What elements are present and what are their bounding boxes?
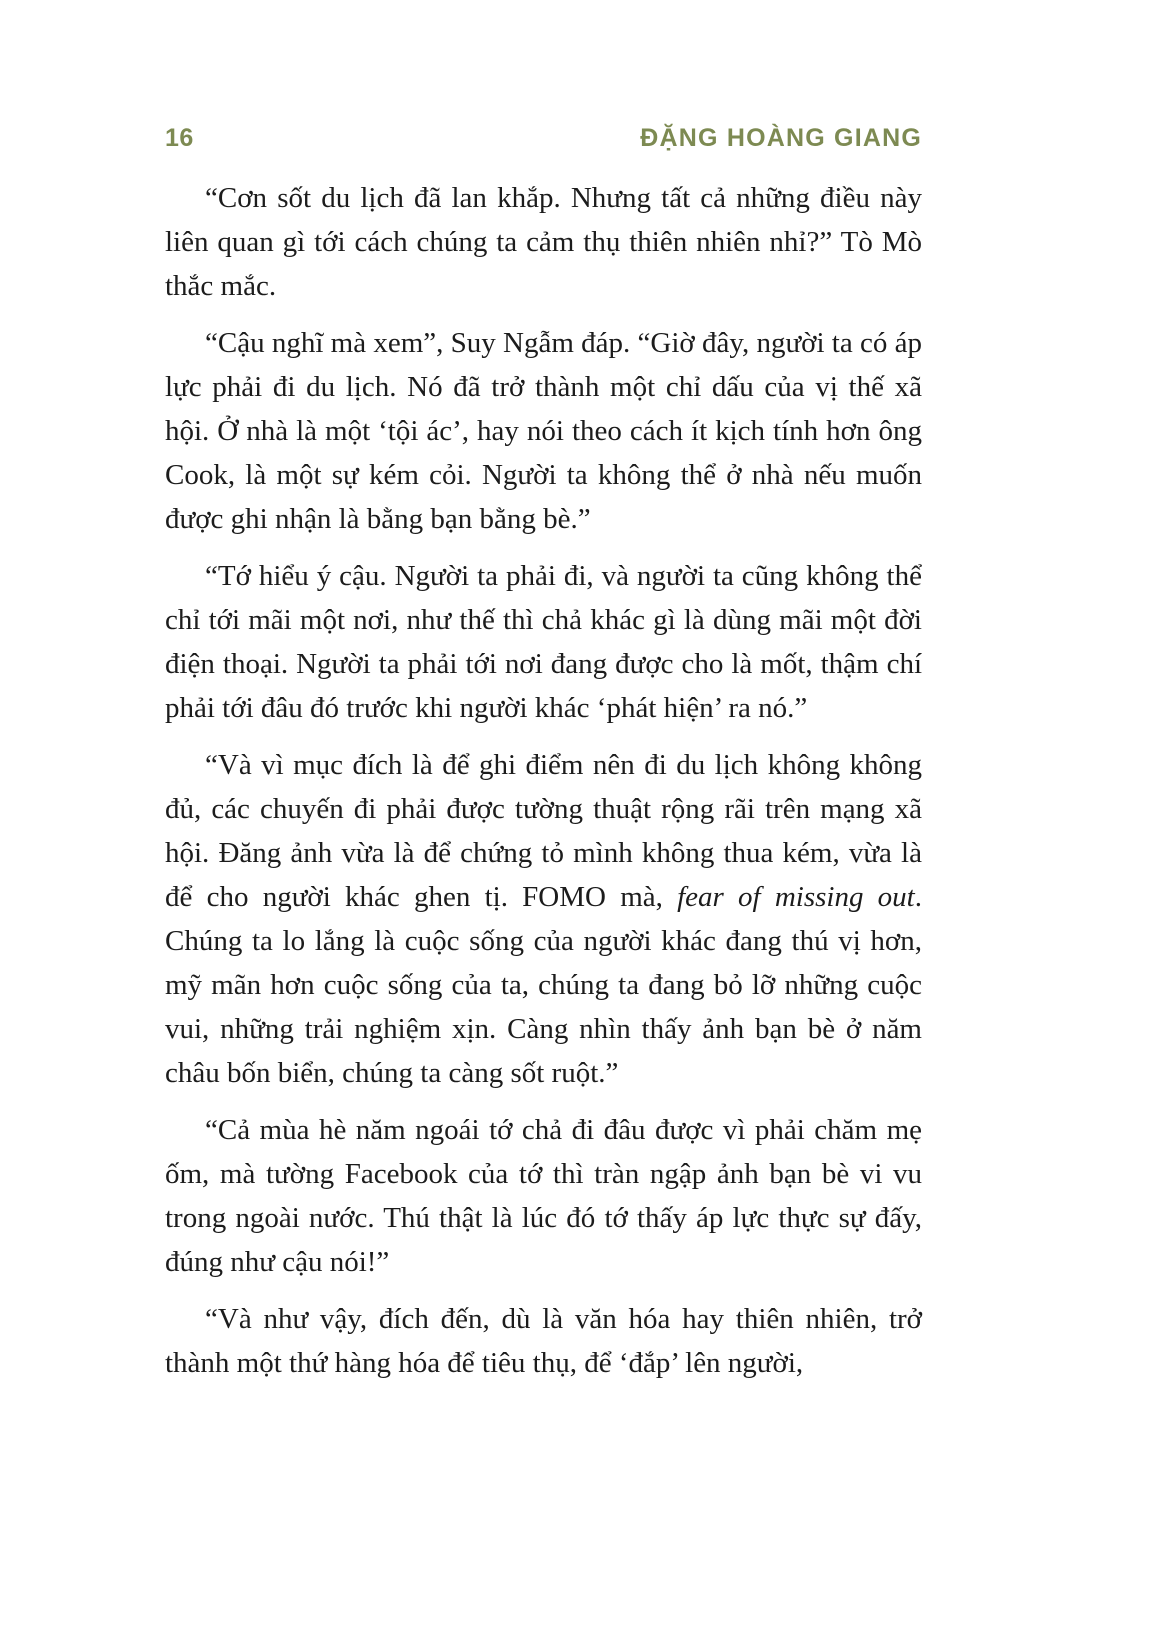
paragraph xyxy=(165,743,922,1095)
page-header xyxy=(165,124,922,153)
paragraph xyxy=(165,1108,922,1284)
text-segment: “Tớ hiểu ý cậu. Người ta phải đi, và người ta cũng không thể chỉ tới mãi một nơi, như thế thì chả khác gì là dùng mãi một đời điện thoại. Người ta phải tới nơi đang được cho là mốt, thậm chí phải tới đâu đó trước khi người khác ‘phát hiện’ ra nó.” xyxy=(165,560,922,724)
paragraph xyxy=(165,554,922,730)
text-segment: “Cả mùa hè năm ngoái tớ chả đi đâu được vì phải chăm mẹ ốm, mà tường Facebook của tớ thì tràn ngập ảnh bạn bè vi vu trong ngoài nước. Thú thật là lúc đó tớ thấy áp lực thực sự đấy, đúng như cậu nói!” xyxy=(165,1114,922,1278)
text-segment: “Và vì mục đích là để ghi điểm nên đi du lịch không không đủ, các chuyến đi phải được tường thuật rộng rãi trên mạng xã hội. Đăng ảnh vừa là để chứng tỏ mình không thua kém, vừa là để cho người khác ghen tị. FOMO mà, xyxy=(165,749,922,913)
text-segment: “Cậu nghĩ mà xem”, Suy Ngẫm đáp. “Giờ đây, người ta có áp lực phải đi du lịch. Nó đã trở thành một chỉ dấu của vị thế xã hội. Ở nhà là một ‘tội ác’, hay nói theo cách ít kịch tính hơn ông Cook, là một sự kém cỏi. Người ta không thể ở nhà nếu muốn được ghi nhận là bằng bạn bằng bè.” xyxy=(165,327,922,535)
text-segment: “Và như vậy, đích đến, dù là văn hóa hay thiên nhiên, trở thành một thứ hàng hóa để tiêu thụ, để ‘đắp’ lên người, xyxy=(165,1303,922,1379)
paragraph xyxy=(165,321,922,541)
text-segment: “Cơn sốt du lịch đã lan khắp. Nhưng tất cả những điều này liên quan gì tới cách chúng ta cảm thụ thiên nhiên nhỉ?” Tò Mò thắc mắc. xyxy=(165,182,922,302)
page-body xyxy=(165,176,922,1385)
paragraph xyxy=(165,176,922,308)
page-number: 16 xyxy=(165,124,194,152)
text-segment: . Chúng ta lo lắng là cuộc sống của người khác đang thú vị hơn, mỹ mãn hơn cuộc sống của ta, chúng ta đang bỏ lỡ những cuộc vui, những trải nghiệm xịn. Càng nhìn thấy ảnh bạn bè ở năm châu bốn biển, chúng ta càng sốt ruột.” xyxy=(165,881,922,1089)
italic-text-segment: fear of missing out xyxy=(677,881,915,913)
paragraph xyxy=(165,1297,922,1385)
running-header-author: ĐẶNG HOÀNG GIANG xyxy=(640,124,922,152)
